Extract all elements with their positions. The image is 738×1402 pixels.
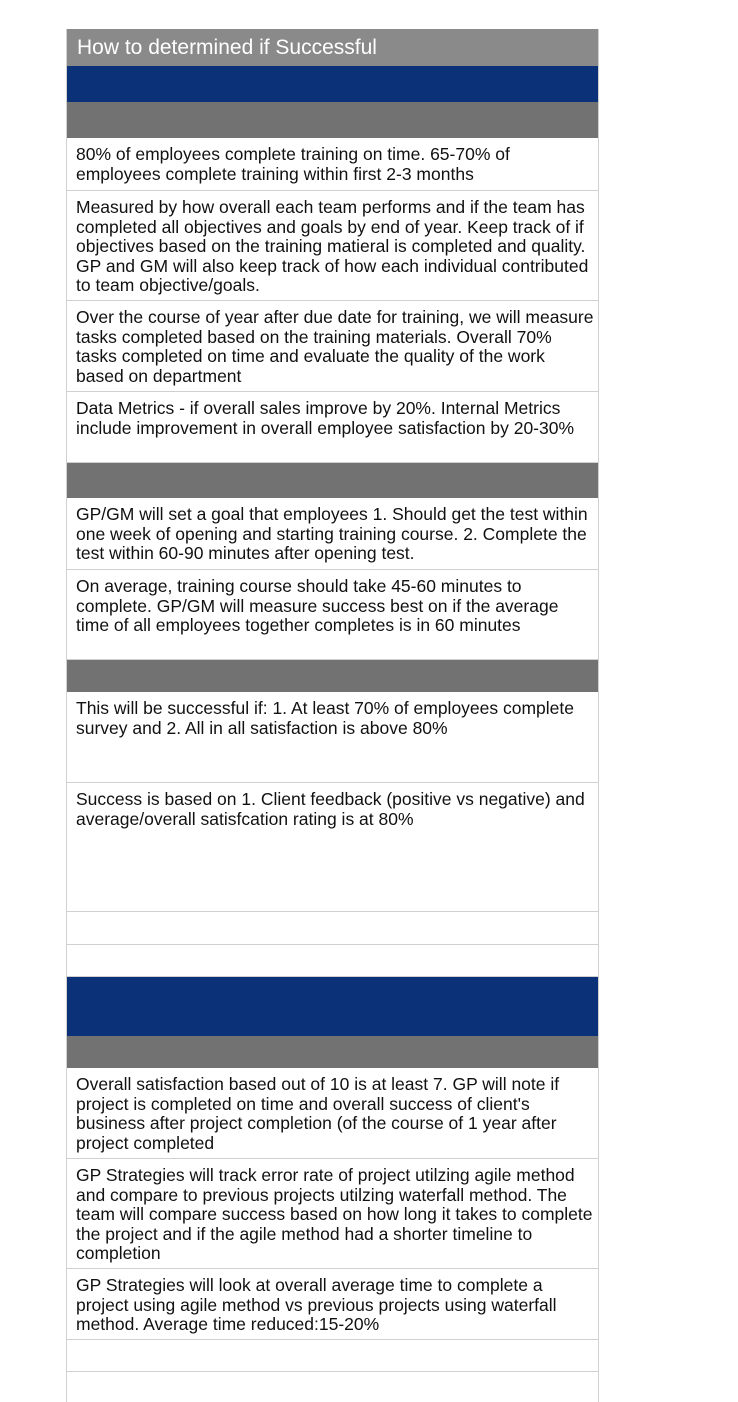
criteria-cell[interactable]: Measured by how overall each team performs and if the team has completed all objectives and goals by end of year. Keep track of if objectives based on the training matieral is completed and quality. GP and GM will also keep track of how each individual contributed to team objective/goals. (67, 191, 598, 301)
column-header[interactable]: How to determined if Successful (67, 29, 598, 66)
criteria-cell[interactable]: This will be successful if: 1. At least 70% of employees complete survey and 2. All in all satisfaction is above 80% (67, 692, 598, 783)
section-band-gray (67, 102, 598, 138)
section-band-gray (67, 1036, 598, 1068)
empty-cell[interactable] (67, 945, 598, 977)
success-criteria-column (66, 29, 599, 1402)
empty-cell[interactable] (67, 1372, 598, 1402)
section-band-blue (67, 977, 598, 1036)
empty-cell[interactable] (67, 1340, 598, 1372)
criteria-cell[interactable]: Data Metrics - if overall sales improve by 20%. Internal Metrics include improvement in overall employee satisfaction by 20-30% (67, 392, 598, 463)
section-band-blue (67, 66, 598, 102)
empty-cell[interactable] (67, 912, 598, 945)
criteria-cell[interactable]: On average, training course should take 45-60 minutes to complete. GP/GM will measure success best on if the average time of all employees together completes is in 60 minutes (67, 570, 598, 660)
criteria-cell[interactable]: GP/GM will set a goal that employees 1. Should get the test within one week of opening and starting training course. 2. Complete the test within 60-90 minutes after opening test. (67, 498, 598, 570)
criteria-cell[interactable]: Over the course of year after due date for training, we will measure tasks completed based on the training materials. Overall 70% tasks completed on time and evaluate the quality of the work based on department (67, 301, 598, 392)
criteria-cell[interactable]: GP Strategies will look at overall average time to complete a project using agile method vs previous projects using waterfall method. Average time reduced:15-20% (67, 1269, 598, 1340)
criteria-cell[interactable]: 80% of employees complete training on time. 65-70% of employees complete training within first 2-3 months (67, 138, 598, 191)
criteria-cell[interactable]: GP Strategies will track error rate of project utilzing agile method and compare to previous projects utilzing waterfall method. The team will compare success based on how long it takes to complete the project and if the agile method had a shorter timeline to completion (67, 1159, 598, 1269)
criteria-cell[interactable]: Success is based on 1. Client feedback (positive vs negative) and average/overall satisfcation rating is at 80% (67, 783, 598, 912)
criteria-cell[interactable]: Overall satisfaction based out of 10 is at least 7. GP will note if project is completed on time and overall success of client's business after project completion (of the course of 1 year after project completed (67, 1068, 598, 1159)
section-band-gray (67, 660, 598, 692)
section-band-gray (67, 463, 598, 498)
